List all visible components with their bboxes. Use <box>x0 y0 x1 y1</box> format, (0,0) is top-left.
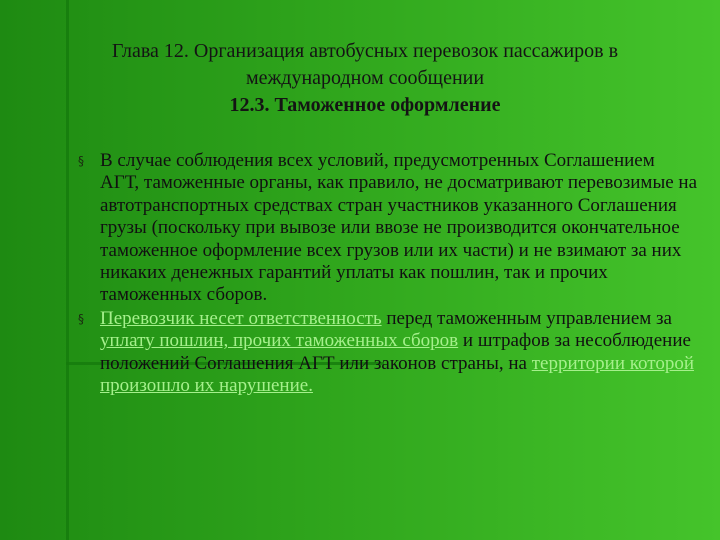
bullet-marker-icon: § <box>78 311 84 326</box>
bullet-item-2 <box>78 308 698 398</box>
slide-title <box>40 38 690 119</box>
title-line-1: Глава 12. Организация автобусных перевозок пассажиров в <box>111 40 619 62</box>
bullet-list <box>78 150 698 397</box>
bullet-marker-icon: § <box>78 154 84 168</box>
bullet-item-1 <box>78 150 698 307</box>
bullet-1-text: В случае соблюдения всех условий, предусмотренных Соглашением АГТ, таможенные органы, как правило, не досматривают перевозимые на автотранспортных средствах стран участников указанного Соглашения грузы (поскольку при вывозе или ввозе не производится окончательное таможенное оформление всех грузов или их части) и не взимают за них никаких денежных гарантий уплаты как пошлин, так и прочих таможенных сборов. <box>100 150 697 306</box>
section-heading: 12.3. Таможенное оформление <box>229 94 501 116</box>
link-violation[interactable]: произошло их нарушение. <box>100 375 313 397</box>
link-duties-payment[interactable]: уплату пошлин, прочих таможенных сборов <box>100 330 459 352</box>
bullet-2-text <box>100 308 698 398</box>
bullet-2-text-1: перед таможенным управлением за <box>381 307 672 329</box>
link-carrier-responsibility[interactable]: Перевозчик несет ответственность <box>100 307 382 329</box>
title-line-2: международном сообщении <box>245 67 485 89</box>
bullet-2-text-2: и штрафов за несоблюдение положений Соглашения АГТ или законов страны, на <box>100 330 691 374</box>
link-territory[interactable]: территории которой <box>531 352 694 374</box>
